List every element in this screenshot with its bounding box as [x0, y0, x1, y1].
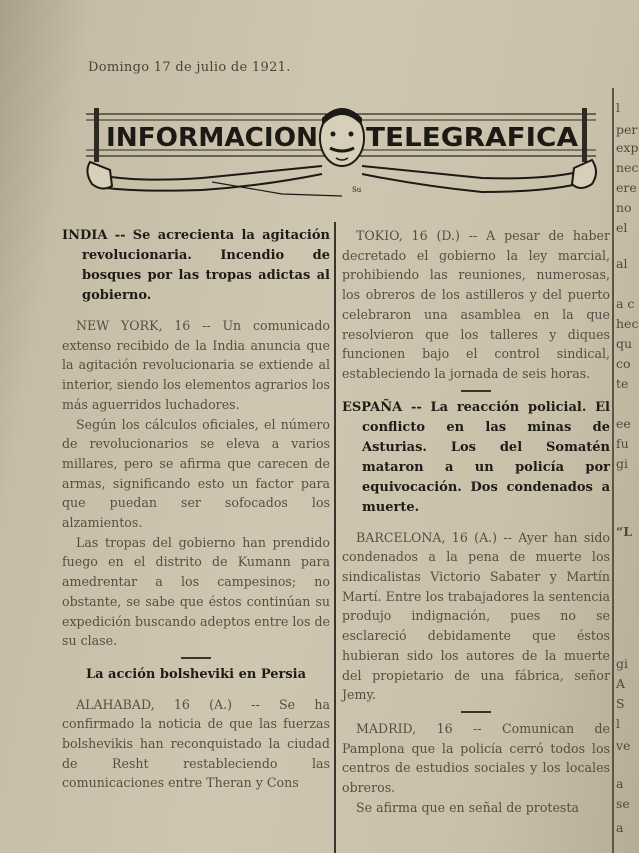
edge-fragment: gi — [616, 456, 628, 471]
section-separator — [461, 711, 491, 713]
persia-heading: La acción bolsheviki en Persia — [85, 666, 307, 682]
masthead-illustration — [82, 100, 602, 210]
edge-fragment: S — [616, 696, 625, 711]
edge-fragment: qu — [616, 336, 633, 351]
edge-fragment: hec — [616, 316, 639, 331]
edge-fragment: fu — [616, 436, 629, 451]
calculations-paragraph: Según los cálculos oficiales, el número de revolucionarios se eleva a varios millares, pero se afirma que carecen de armas, significando esto un factor para que puedan ser sofocados los alzamientos. — [62, 416, 330, 531]
masthead-title-right: TELEGRAFICA — [366, 123, 578, 153]
edge-fragment: no — [616, 200, 632, 215]
spain-title: ESPAÑA — [342, 399, 403, 415]
edge-fragment: “L — [616, 524, 632, 539]
masthead-credit: Su — [352, 186, 362, 194]
troops-paragraph: Las tropas del gobierno han prendido fuego en el distrito de Kumann para amedrentar a los campesinos; no obstante, se sabe que éstos continúan su expedición buscando adeptos entre los de su clase. — [62, 534, 330, 649]
edge-fragment: A — [616, 676, 626, 691]
edge-fragment: l — [616, 716, 620, 731]
newyork-report: NEW YORK, 16 -- Un comunicado extenso recibido de la India anuncia que la agitación revolucionaria se extiende al interior, siendo los elementos agrarios los más aguerridos luchadores. — [62, 318, 330, 412]
india-title: INDIA — [62, 228, 108, 243]
edge-fragment: al — [616, 256, 628, 271]
spain-summary: -- La reacción policial. El conflicto en las minas de Asturias. Los del Somatén mataron a un policía por equivocación. Dos condenados a muerte. — [362, 399, 610, 515]
india-lead — [62, 226, 330, 306]
masthead-title-left: INFORMACION — [106, 123, 318, 153]
edge-fragment: ee — [616, 416, 631, 431]
edge-fragment: a c — [616, 296, 635, 311]
edge-fragment: se — [616, 796, 630, 811]
column-divider — [334, 222, 336, 853]
edge-fragment: co — [616, 356, 631, 371]
india-summary: -- Se acrecienta la agitación revolucionaria. Incendio de bosques por las tropas adictas al gobierno. — [82, 228, 330, 303]
edge-fragment: gi — [616, 656, 628, 671]
section-separator — [181, 657, 211, 659]
barcelona-report: BARCELONA, 16 (A.) -- Ayer han sido condenados a la pena de muerte los sindicalistas Victorio Sabater y Martín Martí. Entre los trabajadores la sentencia produjo indignación, pues no se esclareció debidamente que éstos hubieran sido los autores de la muerte del propietario de una fábrica, señor Jemy. — [342, 529, 610, 703]
adjacent-column-fragment — [613, 0, 639, 853]
edge-fragment: exp — [616, 140, 639, 155]
edge-fragment: per — [616, 122, 638, 137]
left-column — [62, 226, 330, 793]
edge-fragment: ere — [616, 180, 637, 195]
edge-fragment: el — [616, 220, 628, 235]
section-separator — [461, 390, 491, 392]
spain-lead — [342, 398, 610, 518]
right-column — [342, 226, 610, 817]
date-line: Domingo 17 de julio de 1921. — [88, 60, 291, 75]
protest-paragraph: Se afirma que en señal de protesta — [356, 799, 579, 815]
edge-fragment: l — [616, 100, 620, 115]
edge-fragment: te — [616, 376, 629, 391]
tokio-report: TOKIO, 16 (D.) -- A pesar de haber decretado el gobierno la ley marcial, prohibiendo las reuniones, numerosas, los obreros de los astilleros y del puerto celebraron una asamblea en la que resolvieron que los talleres y diques funcionen bajo el control sindical, estableciendo la jornada de seis horas. — [342, 228, 610, 381]
madrid-report: MADRID, 16 -- Comunican de Pamplona que la policía cerró todos los centros de estudios sociales y los locales obreros. — [342, 720, 610, 796]
edge-fragment: a — [616, 820, 624, 835]
alahabad-report: ALAHABAD, 16 (A.) -- Se ha confirmado la noticia de que las fuerzas bolshevikis han reconquistado la ciudad de Resht restableciendo las comunicaciones entre Theran y Cons — [62, 696, 330, 791]
edge-fragment: a — [616, 776, 624, 791]
edge-fragment: ve — [616, 738, 631, 753]
edge-fragment: nec — [616, 160, 639, 175]
